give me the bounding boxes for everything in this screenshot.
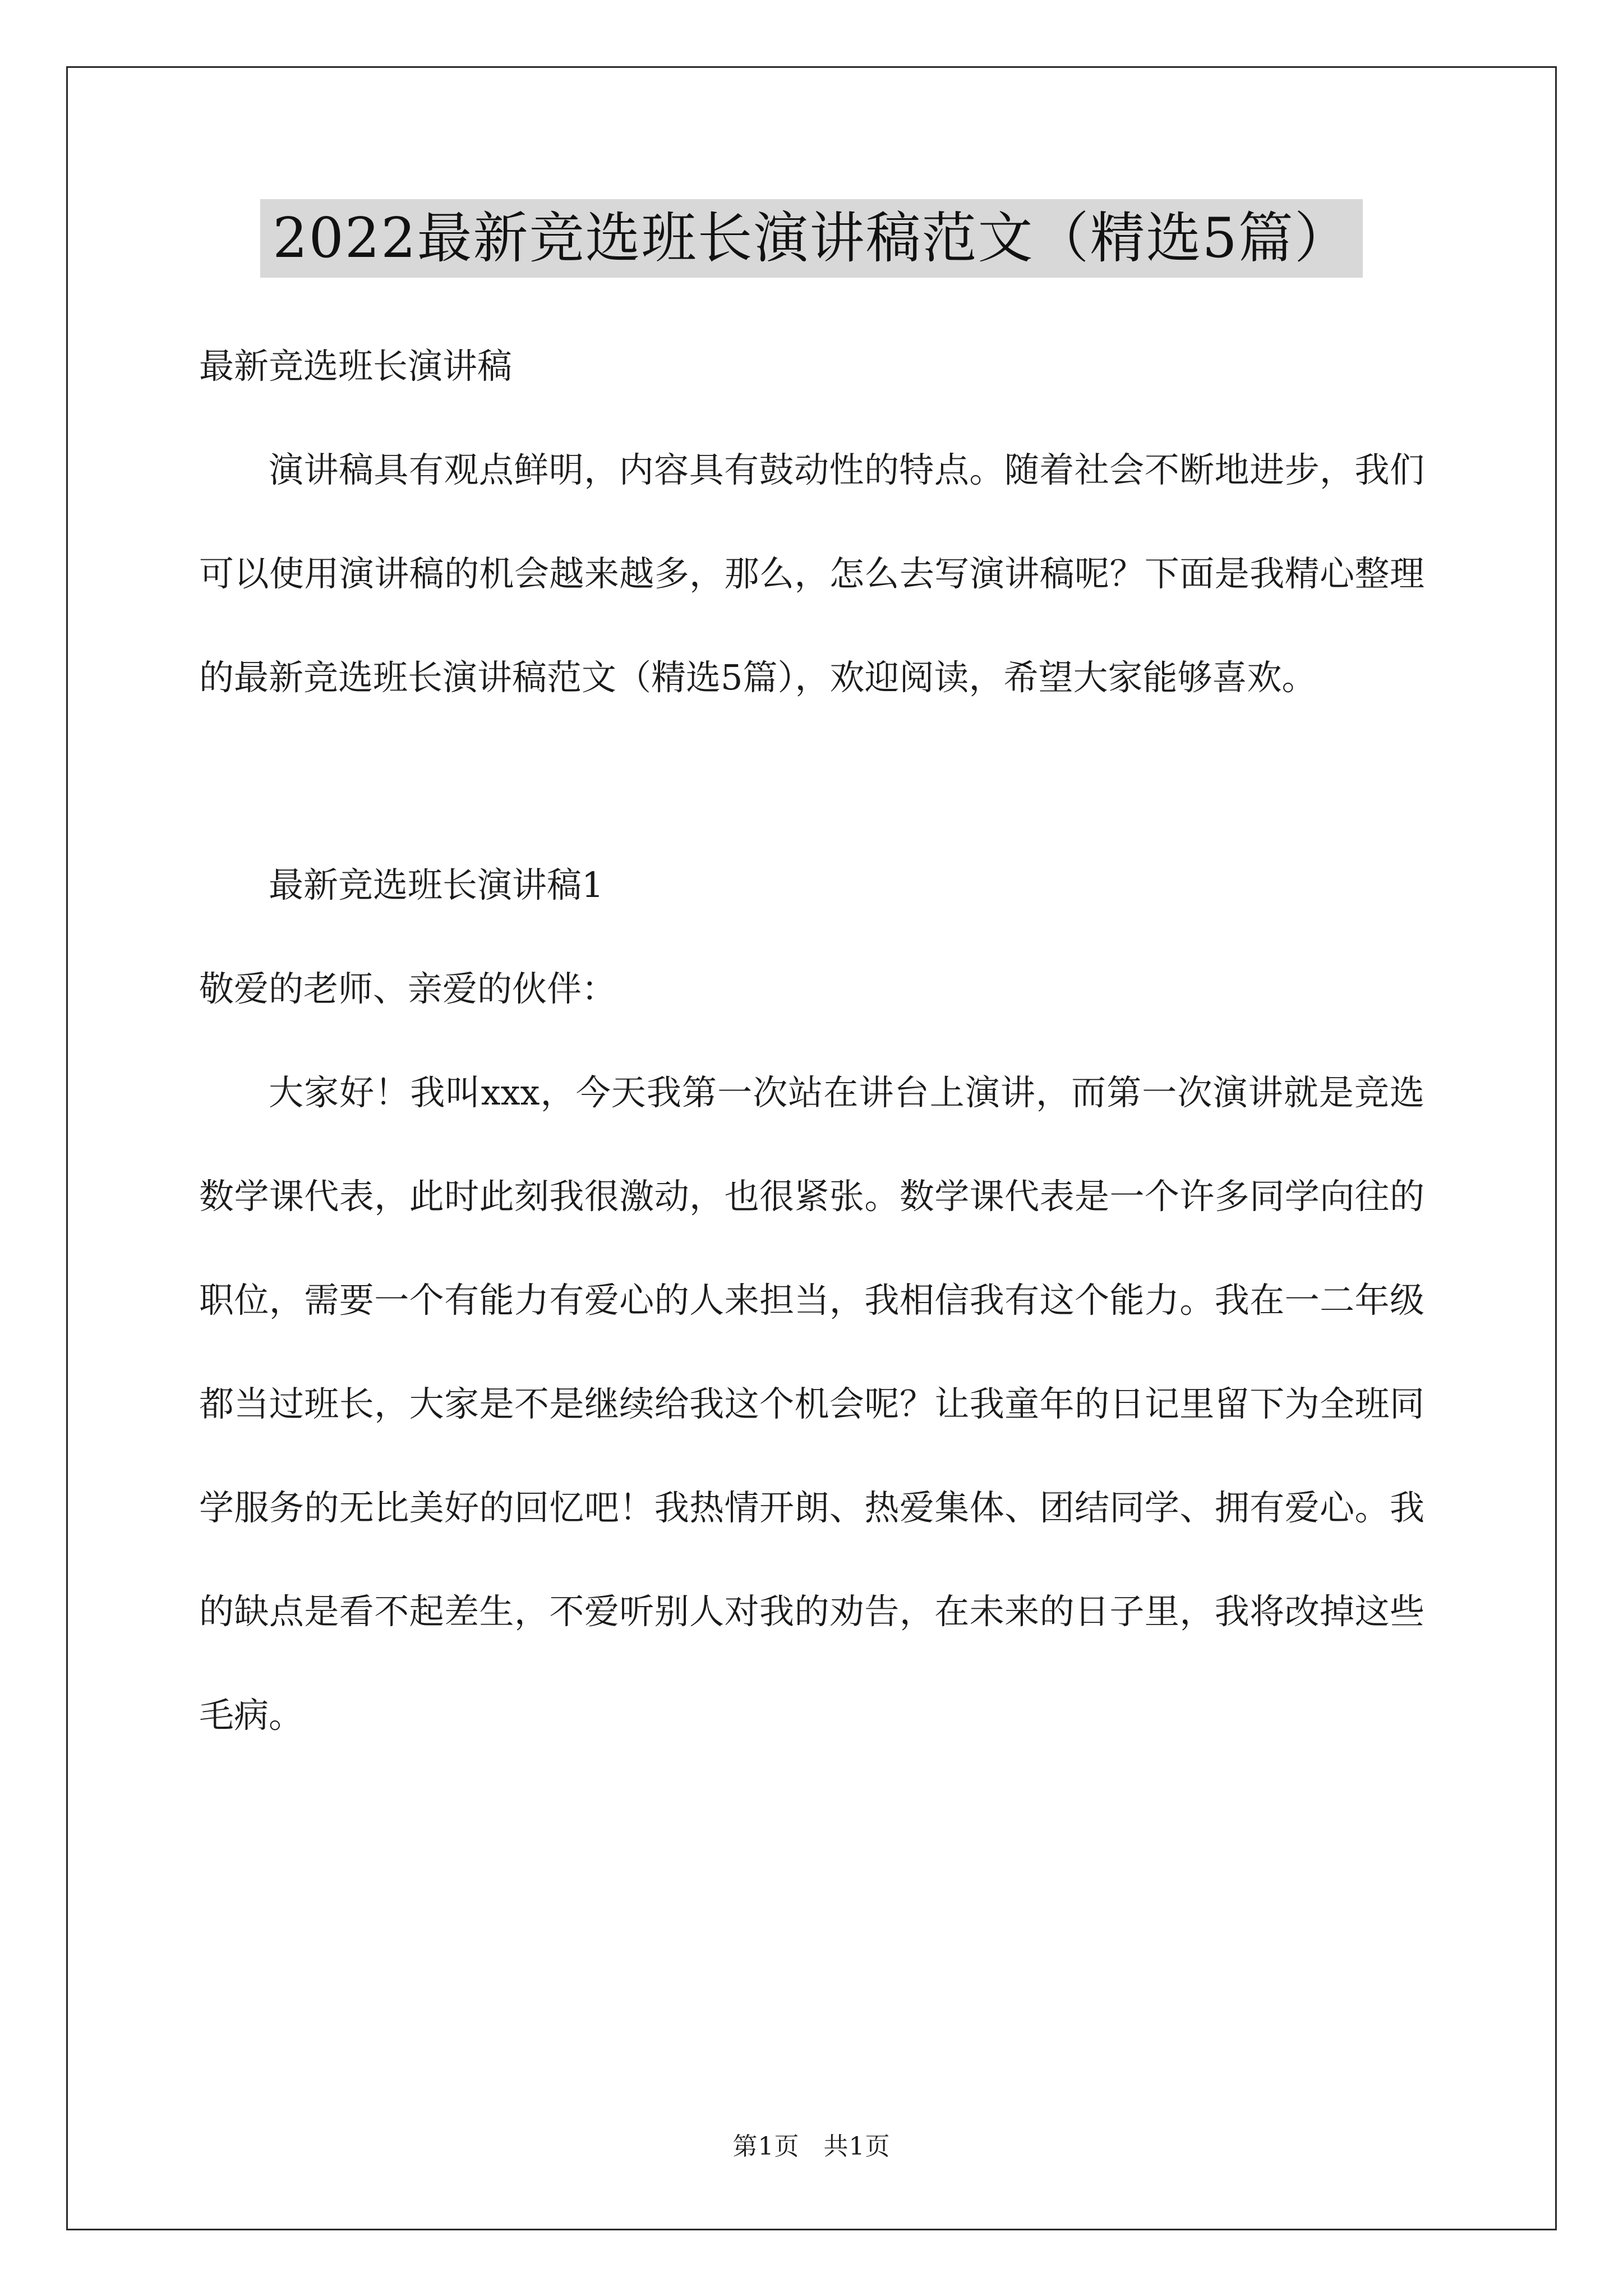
salutation: 敬爱的老师、亲爱的伙伴： bbox=[199, 968, 617, 1009]
page-footer bbox=[0, 2126, 1623, 2162]
title-container bbox=[0, 199, 1623, 278]
subtitle: 最新竞选班长演讲稿 bbox=[199, 346, 513, 386]
intro-paragraph: 演讲稿具有观点鲜明，内容具有鼓动性的特点。随着社会不断地进步，我们可以使用演讲稿的机会越来越多，那么，怎么去写演讲稿呢？下面是我精心整理的最新竞选班长演讲稿范文（精选5篇），欢迎阅读，希望大家能够喜欢。 bbox=[199, 449, 1424, 698]
body-paragraph: 大家好！我叫xxx，今天我第一次站在讲台上演讲，而第一次演讲就是竞选数学课代表，此时此刻我很激动，也很紧张。数学课代表是一个许多同学向往的职位，需要一个有能力有爱心的人来担当，我相信我有这个能力。我在一二年级都当过班长，大家是不是继续给我这个机会呢？让我童年的日记里留下为全班同学服务的无比美好的回忆吧！我热情开朗、热爱集体、团结同学、拥有爱心。我的缺点是看不起差生，不爱听别人对我的劝告，在未来的日子里，我将改掉这些毛病。 bbox=[199, 1072, 1424, 1736]
page-total: 共1页 bbox=[823, 2132, 891, 2161]
document-title: 2022最新竞选班长演讲稿范文（精选5篇） bbox=[260, 199, 1363, 278]
page-number: 第1页 bbox=[732, 2132, 800, 2161]
section-heading: 最新竞选班长演讲稿1 bbox=[269, 864, 604, 905]
document-body bbox=[199, 314, 1424, 1767]
spacer bbox=[199, 729, 1424, 833]
